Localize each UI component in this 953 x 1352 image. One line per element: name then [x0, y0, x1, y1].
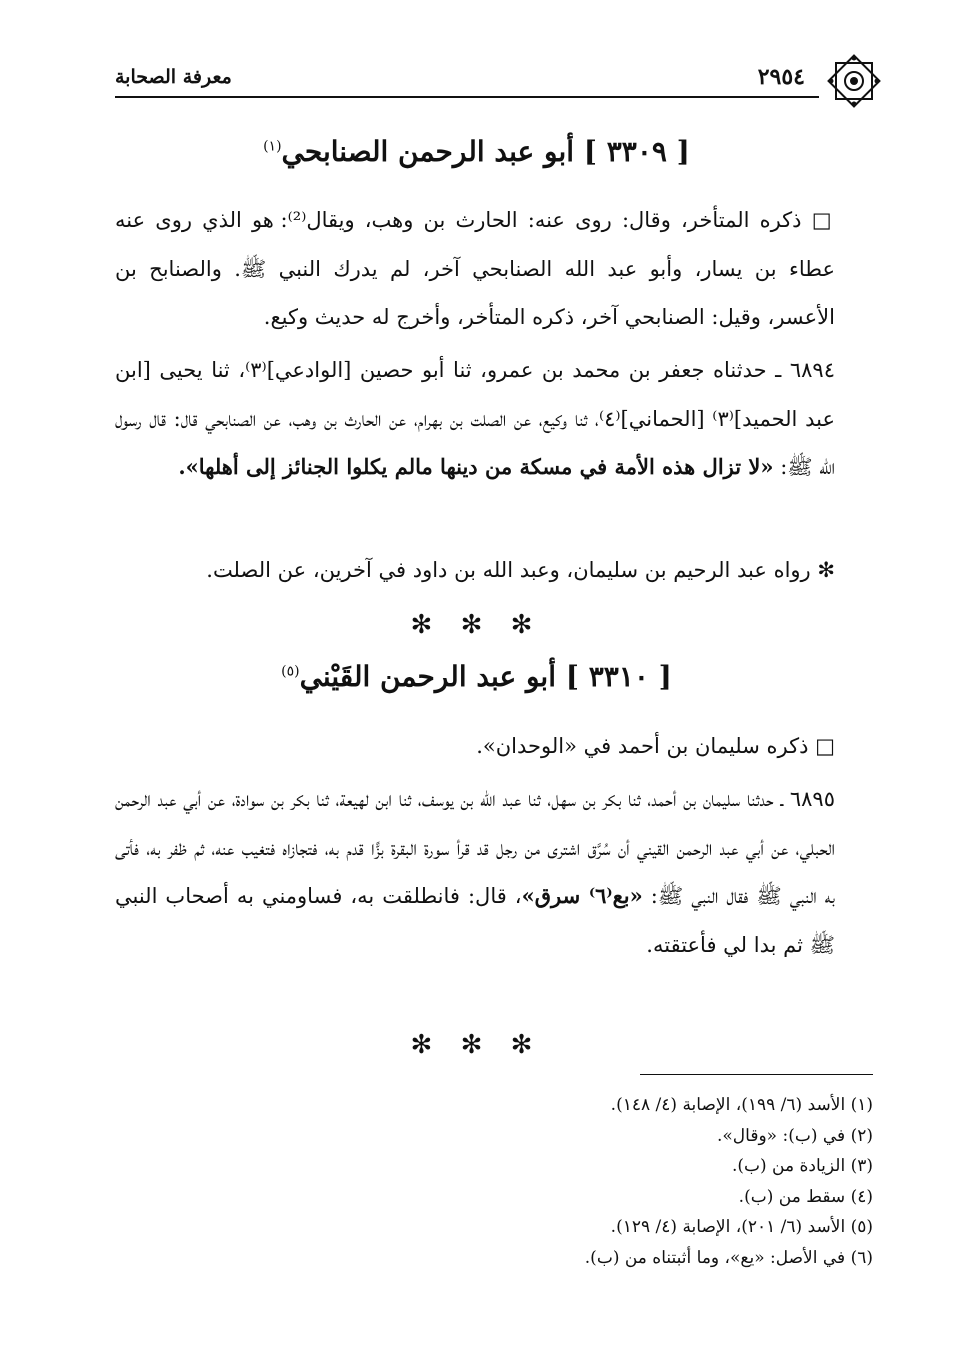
entry-heading	[115, 660, 838, 693]
footnotes	[453, 1090, 873, 1273]
footnote: (١) الأسد (٦/ ١٩٩)، الإصابة (٤/ ١٤٨).	[610, 1095, 873, 1115]
footnote: (٥) الأسد (٦/ ٢٠١)، الإصابة (٤/ ١٢٩).	[610, 1217, 873, 1237]
intro-text: ذكره سليمان بن أحمد في «الوحدان».	[476, 734, 809, 758]
entry-intro	[115, 196, 835, 342]
footnote: (٣) الزيادة من (ب).	[731, 1156, 873, 1176]
footnote: (٦) في الأصل: «يع»، وما أثبتناه من (ب).	[584, 1247, 873, 1268]
book-title: معرفة الصحابة	[115, 66, 232, 88]
hadith-text-end: ، قال: فانطلقت به، فساومني به أصحاب النبي ﷺ ثم بدا لي فأعتقته.	[115, 884, 835, 957]
hadith-number: ٦٨٩٤	[789, 358, 835, 382]
page-number: ٢٩٥٤	[757, 64, 805, 90]
hadith-number: ٦٨٩٥	[789, 787, 835, 811]
ornament-icon	[825, 52, 883, 110]
square-marker-icon: □	[815, 734, 835, 758]
section-separator: ✻ ✻ ✻	[410, 610, 543, 640]
hadith-quote: «بع⁽٦⁾ سرق»	[521, 883, 643, 908]
entry-heading-text: [ ٣٣٠٩ ] أبو عبد الرحمن الصنابحي	[281, 135, 690, 168]
header-rule	[115, 96, 819, 98]
asterisk-marker-icon: ✻	[817, 558, 835, 582]
section-separator: ✻ ✻ ✻	[410, 1030, 543, 1060]
entry-heading-text: [ ٣٣١٠ ] أبو عبد الرحمن القَيْني	[299, 660, 672, 693]
footnote-rule	[640, 1074, 873, 1075]
hadith-block	[115, 346, 835, 492]
hadith-quote: «لا تزال هذه الأمة في مسكة من دينها مالم يكلوا الجنائز إلى أهلها».	[178, 454, 774, 479]
footnote-ref: (١)	[263, 138, 282, 155]
square-marker-icon: □	[811, 208, 835, 232]
hadith-block	[115, 775, 835, 969]
hadith-text: ـ حدثنا سليمان بن أحمد، ثنا بكر بن سهل، ثنا عبد الله بن يوسف، ثنا ابن لهيعة، ثنا بكر بن سوادة، عن أبي عبد الرحمن الحبلي، عن أبي عبد الرحمن القيني أن سُرَّق اشترى من رجل قد قرأ سورة البقرة بزًّا قدم به، فتجازاه فتغيب عنه، ثم ظفر به، فأتى به النبي ﷺ فقال النبي ﷺ:	[115, 787, 836, 908]
entry-heading	[115, 135, 838, 168]
footnote: (٢) في (ب): «وقال».	[717, 1125, 873, 1146]
footnote: (٤) سقط من (ب).	[738, 1186, 873, 1207]
footnote-ref: (٥)	[281, 663, 300, 680]
entry-intro	[115, 722, 835, 771]
hadith-text: ـ حدثناه جعفر بن محمد بن عمرو، ثنا أبو حصين [الوادعي]⁽٣⁾، ثنا يحيى [ابن عبد الحميد]⁽٣⁾ [الحماني]⁽٤⁾، ثنا وكيع، عن الصلت بن بهرام، عن الحارث بن وهب، عن الصنابحي قال: قال رسول الله ﷺ:	[115, 358, 835, 479]
page-header	[115, 52, 883, 112]
narration-text: رواه عبد الرحيم بن سليمان، وعبد الله بن داود في آخرين، عن الصلت.	[206, 558, 811, 582]
intro-text: ذكره المتأخر، وقال: روى عنه: الحارث بن وهب، ويقال⁽²⁾: هو الذي روى عنه عطاء بن يسار، وأبو عبد الله الصنابحي آخر، لم يدرك النبي ﷺ. والصنابح بن الأعسر، وقيل: الصنابحي آخر، ذكره المتأخر، وأخرج له حديث وكيع.	[115, 208, 835, 329]
narration-note	[115, 546, 835, 595]
